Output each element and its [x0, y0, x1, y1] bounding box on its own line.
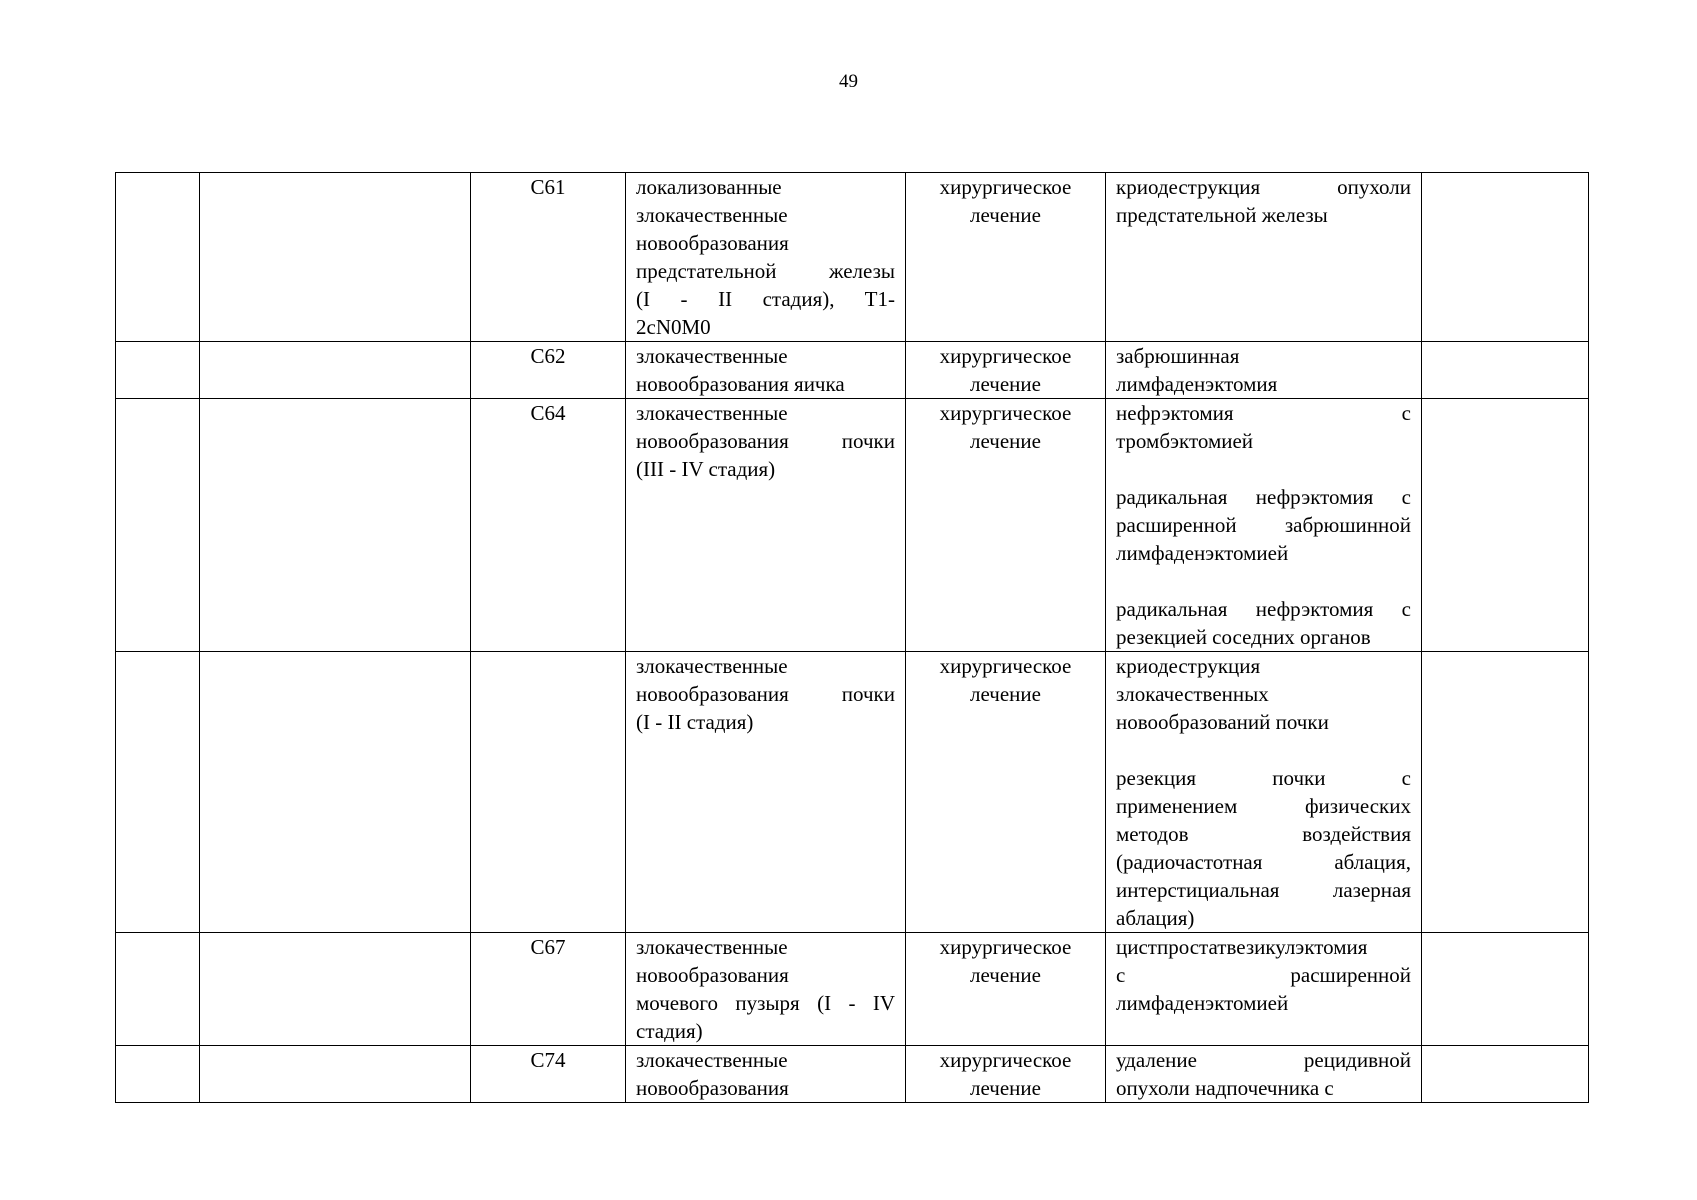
procedure-item	[1116, 399, 1411, 455]
diagnosis-line: злокачественные	[636, 1048, 788, 1072]
treatment-line: хирургическое	[939, 654, 1072, 678]
treatment-table	[115, 172, 1589, 1103]
diagnosis-line: новообразования	[636, 1076, 789, 1100]
procedure-line: лимфаденэктомия	[1116, 372, 1278, 396]
table-row	[116, 1046, 1589, 1103]
diagnosis-line: злокачественные	[636, 654, 788, 678]
diagnosis-line: предстательной железы	[636, 259, 895, 283]
group-name-cell	[200, 1046, 471, 1103]
procedure-line: новообразований почки	[1116, 710, 1329, 734]
group-name-cell	[200, 173, 471, 342]
treatment-line: хирургическое	[939, 1048, 1072, 1072]
procedure-line: радикальная нефрэктомия с	[1116, 485, 1411, 509]
last-column-cell	[1422, 652, 1589, 933]
treatment-line: лечение	[970, 372, 1041, 396]
procedure-line: резекцией соседних органов	[1116, 625, 1371, 649]
procedure-cell	[1106, 173, 1422, 342]
number-cell	[116, 1046, 200, 1103]
procedure-item	[1116, 1046, 1411, 1102]
table-row	[116, 399, 1589, 652]
procedure-cell	[1106, 933, 1422, 1046]
treatment-line: хирургическое	[939, 935, 1072, 959]
number-cell	[116, 652, 200, 933]
group-name-cell	[200, 652, 471, 933]
diagnosis-line: (I - II стадия), T1-	[636, 287, 895, 311]
code-cell: C61	[471, 173, 626, 342]
diagnosis-line: новообразования яичка	[636, 372, 845, 396]
diagnosis-line: злокачественные	[636, 401, 788, 425]
treatment-line: лечение	[970, 429, 1041, 453]
procedure-line: криодеструкция опухоли	[1116, 175, 1411, 199]
table-row	[116, 342, 1589, 399]
last-column-cell	[1422, 342, 1589, 399]
procedure-line: лимфаденэктомией	[1116, 991, 1289, 1015]
treatment-line: хирургическое	[939, 401, 1072, 425]
treatment-line: хирургическое	[939, 175, 1072, 199]
table-row	[116, 173, 1589, 342]
procedure-line: интерстициальная лазерная	[1116, 878, 1411, 902]
diagnosis-line: стадия)	[636, 1019, 703, 1043]
group-name-cell	[200, 933, 471, 1046]
number-cell	[116, 342, 200, 399]
procedure-item	[1116, 595, 1411, 651]
diagnosis-line: (III - IV стадия)	[636, 457, 776, 481]
procedure-line: с расширенной	[1116, 963, 1411, 987]
code-cell	[471, 652, 626, 933]
procedure-line: аблация)	[1116, 906, 1195, 930]
page-number: 49	[839, 71, 858, 92]
diagnosis-cell	[626, 933, 906, 1046]
number-cell	[116, 399, 200, 652]
procedure-line: применением физических	[1116, 794, 1411, 818]
procedure-item	[1116, 173, 1411, 229]
number-cell	[116, 173, 200, 342]
procedure-item	[1116, 933, 1411, 1017]
diagnosis-cell	[626, 652, 906, 933]
procedure-item	[1116, 342, 1411, 398]
procedure-item	[1116, 764, 1411, 932]
table-row	[116, 652, 1589, 933]
diagnosis-line: 2cN0M0	[636, 315, 711, 339]
diagnosis-line: новообразования	[636, 231, 789, 255]
last-column-cell	[1422, 173, 1589, 342]
diagnosis-line: злокачественные	[636, 344, 788, 368]
procedure-line: злокачественных	[1116, 682, 1269, 706]
procedure-cell	[1106, 1046, 1422, 1103]
procedure-line: забрюшинная	[1116, 344, 1240, 368]
diagnosis-cell	[626, 1046, 906, 1103]
treatment-line: лечение	[970, 682, 1041, 706]
last-column-cell	[1422, 399, 1589, 652]
diagnosis-cell	[626, 342, 906, 399]
diagnosis-line: новообразования почки	[636, 682, 895, 706]
procedure-line: опухоли надпочечника с	[1116, 1076, 1334, 1100]
procedure-cell	[1106, 399, 1422, 652]
procedure-line: методов воздействия	[1116, 822, 1411, 846]
treatment-line: лечение	[970, 203, 1041, 227]
treatment-type-cell	[906, 652, 1106, 933]
treatment-line: лечение	[970, 1076, 1041, 1100]
treatment-type-cell	[906, 173, 1106, 342]
procedure-line: радикальная нефрэктомия с	[1116, 597, 1411, 621]
procedure-line: расширенной забрюшинной	[1116, 513, 1411, 537]
procedure-line: нефрэктомия с	[1116, 401, 1411, 425]
number-cell	[116, 933, 200, 1046]
diagnosis-cell	[626, 399, 906, 652]
diagnosis-line: (I - II стадия)	[636, 710, 754, 734]
code-cell: C64	[471, 399, 626, 652]
treatment-type-cell	[906, 342, 1106, 399]
procedure-cell	[1106, 652, 1422, 933]
diagnosis-line: новообразования	[636, 963, 789, 987]
diagnosis-line: локализованные	[636, 175, 782, 199]
code-cell: C67	[471, 933, 626, 1046]
procedure-cell	[1106, 342, 1422, 399]
table-row	[116, 933, 1589, 1046]
group-name-cell	[200, 342, 471, 399]
diagnosis-line: злокачественные	[636, 935, 788, 959]
treatment-line: хирургическое	[939, 344, 1072, 368]
treatment-type-cell	[906, 1046, 1106, 1103]
procedure-item	[1116, 652, 1411, 736]
code-cell: C74	[471, 1046, 626, 1103]
procedure-line: (радиочастотная аблация,	[1116, 850, 1411, 874]
diagnosis-line: новообразования почки	[636, 429, 895, 453]
procedure-item	[1116, 483, 1411, 567]
treatment-line: лечение	[970, 963, 1041, 987]
procedure-line: лимфаденэктомией	[1116, 541, 1289, 565]
procedure-line: предстательной железы	[1116, 203, 1328, 227]
procedure-line: криодеструкция	[1116, 654, 1261, 678]
procedure-line: удаление рецидивной	[1116, 1048, 1411, 1072]
procedure-line: тромбэктомией	[1116, 429, 1254, 453]
diagnosis-cell	[626, 173, 906, 342]
group-name-cell	[200, 399, 471, 652]
last-column-cell	[1422, 1046, 1589, 1103]
diagnosis-line: злокачественные	[636, 203, 788, 227]
treatment-type-cell	[906, 399, 1106, 652]
code-cell: C62	[471, 342, 626, 399]
last-column-cell	[1422, 933, 1589, 1046]
procedure-line: резекция почки с	[1116, 766, 1411, 790]
diagnosis-line: мочевого пузыря (I - IV	[636, 991, 895, 1015]
procedure-line: цистпростатвезикулэктомия	[1116, 935, 1368, 959]
treatment-type-cell	[906, 933, 1106, 1046]
